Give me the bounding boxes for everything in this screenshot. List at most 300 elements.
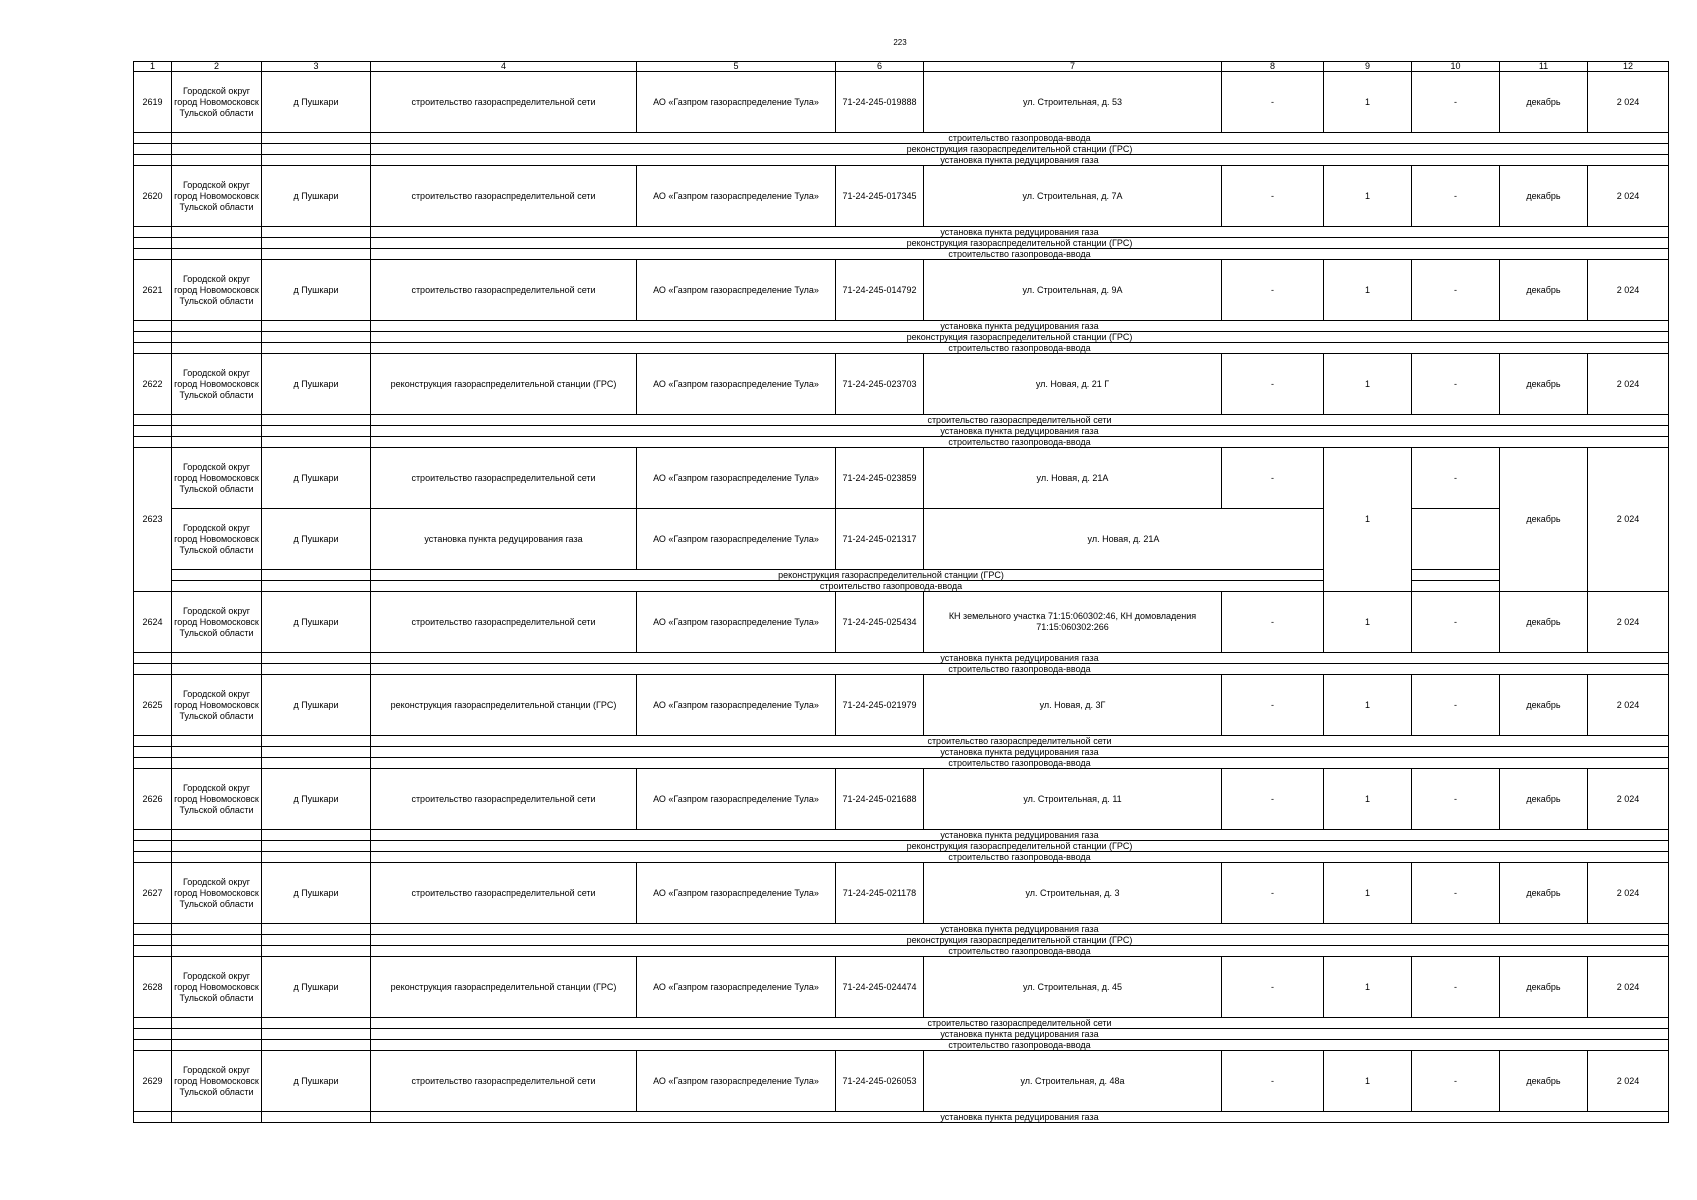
object-code-cell: 71-24-245-025434 [836, 592, 924, 653]
sub-work-cell: строительство газопровода-ввода [371, 946, 1669, 957]
organization-cell: АО «Газпром газораспределение Тула» [637, 863, 836, 924]
table-row [134, 675, 1669, 736]
empty-cell [172, 935, 262, 946]
sub-work-row [134, 664, 1669, 675]
settlement-cell: д Пушкари [262, 166, 371, 227]
sub-work-row [134, 946, 1669, 957]
address-cell: ул. Новая, д. 21А [924, 509, 1324, 570]
address-cell: ул. Строительная, д. 7А [924, 166, 1222, 227]
empty-cell [262, 1112, 371, 1123]
column-number: 9 [1324, 62, 1412, 72]
sub-work-row [134, 852, 1669, 863]
year-cell: 2 024 [1588, 675, 1669, 736]
organization-cell: АО «Газпром газораспределение Тула» [637, 260, 836, 321]
address-cell: ул. Строительная, д. 53 [924, 72, 1222, 133]
column-10-cell [1412, 509, 1500, 570]
settlement-cell: д Пушкари [262, 592, 371, 653]
column-number: 3 [262, 62, 371, 72]
organization-cell: АО «Газпром газораспределение Тула» [637, 72, 836, 133]
sub-work-cell: установка пункта редуцирования газа [371, 227, 1669, 238]
settlement-cell: д Пушкари [262, 675, 371, 736]
empty-cell [262, 238, 371, 249]
address-cell: ул. Строительная, д. 48а [924, 1051, 1222, 1112]
column-number: 6 [836, 62, 924, 72]
register-table [133, 61, 1669, 1123]
column-number: 4 [371, 62, 637, 72]
sub-work-cell: строительство газопровода-ввода [371, 437, 1669, 448]
column-9-cell: 1 [1324, 957, 1412, 1018]
column-8-cell: - [1222, 260, 1324, 321]
sub-work-row [134, 144, 1669, 155]
empty-cell [172, 830, 262, 841]
column-8-cell: - [1222, 354, 1324, 415]
address-cell: ул. Новая, д. 3Г [924, 675, 1222, 736]
work-type-cell: реконструкция газораспределительной станции (ГРС) [371, 675, 637, 736]
organization-cell: АО «Газпром газораспределение Тула» [637, 592, 836, 653]
empty-cell [172, 664, 262, 675]
empty-cell [172, 437, 262, 448]
sub-work-row [134, 1018, 1669, 1029]
empty-cell [134, 249, 172, 260]
address-cell: КН земельного участка 71:15:060302:46, КН домовладения 71:15:060302:266 [924, 592, 1222, 653]
empty-cell [172, 946, 262, 957]
column-9-cell: 1 [1324, 354, 1412, 415]
municipality-cell: Городской округ город Новомосковск Тульской области [172, 72, 262, 133]
column-8-cell: - [1222, 1051, 1324, 1112]
object-code-cell: 71-24-245-024474 [836, 957, 924, 1018]
object-code-cell: 71-24-245-023859 [836, 448, 924, 509]
empty-cell [134, 736, 172, 747]
empty-cell [134, 426, 172, 437]
column-9-cell: 1 [1324, 675, 1412, 736]
empty-cell [172, 321, 262, 332]
object-code-cell: 71-24-245-014792 [836, 260, 924, 321]
address-cell: ул. Новая, д. 21 Г [924, 354, 1222, 415]
empty-cell [262, 437, 371, 448]
sub-work-row [134, 924, 1669, 935]
sub-work-row [134, 1040, 1669, 1051]
sub-work-row [134, 133, 1669, 144]
column-10-cell: - [1412, 675, 1500, 736]
settlement-cell: д Пушкари [262, 260, 371, 321]
empty-cell [134, 133, 172, 144]
sub-work-row [134, 935, 1669, 946]
settlement-cell: д Пушкари [262, 509, 371, 570]
empty-cell [172, 841, 262, 852]
address-cell: ул. Строительная, д. 45 [924, 957, 1222, 1018]
settlement-cell: д Пушкари [262, 72, 371, 133]
row-number: 2621 [134, 260, 172, 321]
empty-cell [134, 321, 172, 332]
empty-cell [134, 1112, 172, 1123]
empty-cell [1412, 581, 1500, 592]
column-number: 2 [172, 62, 262, 72]
empty-cell [262, 736, 371, 747]
settlement-cell: д Пушкари [262, 354, 371, 415]
table-row [134, 448, 1669, 509]
sub-work-row [134, 570, 1669, 581]
year-cell: 2 024 [1588, 166, 1669, 227]
column-8-cell: - [1222, 675, 1324, 736]
empty-cell [172, 852, 262, 863]
sub-work-row [134, 747, 1669, 758]
empty-cell [172, 133, 262, 144]
column-number: 8 [1222, 62, 1324, 72]
object-code-cell: 71-24-245-026053 [836, 1051, 924, 1112]
municipality-cell: Городской округ город Новомосковск Тульской области [172, 354, 262, 415]
work-type-cell: реконструкция газораспределительной станции (ГРС) [371, 354, 637, 415]
sub-work-cell: строительство газопровода-ввода [371, 133, 1669, 144]
table-row [134, 592, 1669, 653]
empty-cell [172, 924, 262, 935]
row-number: 2620 [134, 166, 172, 227]
column-8-cell: - [1222, 448, 1324, 509]
column-10-cell: - [1412, 592, 1500, 653]
column-10-cell: - [1412, 957, 1500, 1018]
address-cell: ул. Строительная, д. 3 [924, 863, 1222, 924]
empty-cell [262, 133, 371, 144]
month-cell: декабрь [1500, 72, 1588, 133]
year-cell: 2 024 [1588, 592, 1669, 653]
year-cell: 2 024 [1588, 957, 1669, 1018]
empty-cell [262, 581, 371, 592]
sub-work-cell: установка пункта редуцирования газа [371, 747, 1669, 758]
sub-work-row [134, 437, 1669, 448]
sub-work-cell: установка пункта редуцирования газа [371, 653, 1669, 664]
column-10-cell: - [1412, 1051, 1500, 1112]
year-cell: 2 024 [1588, 260, 1669, 321]
empty-cell [134, 758, 172, 769]
organization-cell: АО «Газпром газораспределение Тула» [637, 675, 836, 736]
empty-cell [262, 830, 371, 841]
column-8-cell: - [1222, 72, 1324, 133]
empty-cell [134, 830, 172, 841]
sub-work-cell: строительство газораспределительной сети [371, 736, 1669, 747]
sub-work-cell: строительство газораспределительной сети [371, 1018, 1669, 1029]
register-table-container [133, 61, 1668, 1123]
sub-work-row [134, 415, 1669, 426]
year-cell: 2 024 [1588, 1051, 1669, 1112]
empty-cell [262, 426, 371, 437]
table-row [134, 1051, 1669, 1112]
organization-cell: АО «Газпром газораспределение Тула» [637, 166, 836, 227]
empty-cell [172, 249, 262, 260]
empty-cell [134, 415, 172, 426]
sub-work-cell: реконструкция газораспределительной станции (ГРС) [371, 238, 1669, 249]
empty-cell [134, 1018, 172, 1029]
sub-work-cell: установка пункта редуцирования газа [371, 321, 1669, 332]
month-cell: декабрь [1500, 592, 1588, 653]
year-cell: 2 024 [1588, 769, 1669, 830]
sub-work-cell: реконструкция газораспределительной станции (ГРС) [371, 841, 1669, 852]
empty-cell [134, 343, 172, 354]
sub-work-cell: строительство газопровода-ввода [371, 664, 1669, 675]
sub-work-row [134, 581, 1669, 592]
sub-work-row [134, 332, 1669, 343]
table-row [134, 354, 1669, 415]
empty-cell [172, 227, 262, 238]
empty-cell [134, 227, 172, 238]
sub-work-cell: строительство газопровода-ввода [371, 758, 1669, 769]
column-8-cell: - [1222, 166, 1324, 227]
empty-cell [172, 144, 262, 155]
sub-work-row [134, 758, 1669, 769]
month-cell: декабрь [1500, 448, 1588, 592]
sub-work-cell: строительство газопровода-ввода [371, 1040, 1669, 1051]
object-code-cell: 71-24-245-021979 [836, 675, 924, 736]
sub-work-row [134, 841, 1669, 852]
column-10-cell: - [1412, 72, 1500, 133]
municipality-cell: Городской округ город Новомосковск Тульской области [172, 1051, 262, 1112]
empty-cell [262, 747, 371, 758]
settlement-cell: д Пушкари [262, 448, 371, 509]
work-type-cell: строительство газораспределительной сети [371, 769, 637, 830]
sub-work-cell: реконструкция газораспределительной станции (ГРС) [371, 332, 1669, 343]
month-cell: декабрь [1500, 957, 1588, 1018]
empty-cell [134, 841, 172, 852]
row-number: 2622 [134, 354, 172, 415]
empty-cell [172, 155, 262, 166]
empty-cell [262, 935, 371, 946]
month-cell: декабрь [1500, 675, 1588, 736]
table-row [134, 72, 1669, 133]
column-9-cell: 1 [1324, 592, 1412, 653]
table-row [134, 957, 1669, 1018]
empty-cell [134, 144, 172, 155]
empty-cell [172, 736, 262, 747]
empty-cell [172, 415, 262, 426]
empty-cell [172, 570, 262, 581]
work-type-cell: строительство газораспределительной сети [371, 592, 637, 653]
empty-cell [262, 570, 371, 581]
sub-work-cell: строительство газопровода-ввода [371, 249, 1669, 260]
object-code-cell: 71-24-245-019888 [836, 72, 924, 133]
settlement-cell: д Пушкари [262, 863, 371, 924]
sub-work-row [134, 1029, 1669, 1040]
column-9-cell: 1 [1324, 448, 1412, 592]
sub-work-row [134, 653, 1669, 664]
municipality-cell: Городской округ город Новомосковск Тульской области [172, 260, 262, 321]
empty-cell [134, 946, 172, 957]
empty-cell [134, 935, 172, 946]
table-row [134, 769, 1669, 830]
column-9-cell: 1 [1324, 1051, 1412, 1112]
empty-cell [172, 1029, 262, 1040]
sub-work-cell: установка пункта редуцирования газа [371, 830, 1669, 841]
object-code-cell: 71-24-245-017345 [836, 166, 924, 227]
empty-cell [262, 1029, 371, 1040]
empty-cell [172, 747, 262, 758]
sub-work-row [134, 830, 1669, 841]
sub-work-cell: реконструкция газораспределительной станции (ГРС) [371, 570, 1412, 581]
row-number: 2625 [134, 675, 172, 736]
register-table-body [134, 62, 1669, 1123]
empty-cell [262, 332, 371, 343]
column-number: 12 [1588, 62, 1669, 72]
settlement-cell: д Пушкари [262, 1051, 371, 1112]
empty-cell [172, 1112, 262, 1123]
object-code-cell: 71-24-245-021317 [836, 509, 924, 570]
work-type-cell: строительство газораспределительной сети [371, 1051, 637, 1112]
table-row [134, 863, 1669, 924]
municipality-cell: Городской округ город Новомосковск Тульской области [172, 448, 262, 509]
sub-work-cell: строительство газопровода-ввода [371, 852, 1669, 863]
month-cell: декабрь [1500, 354, 1588, 415]
column-10-cell: - [1412, 166, 1500, 227]
empty-cell [172, 1040, 262, 1051]
empty-cell [134, 437, 172, 448]
month-cell: декабрь [1500, 1051, 1588, 1112]
row-number: 2619 [134, 72, 172, 133]
settlement-cell: д Пушкари [262, 769, 371, 830]
sub-work-row [134, 736, 1669, 747]
column-number: 10 [1412, 62, 1500, 72]
empty-cell [172, 653, 262, 664]
month-cell: декабрь [1500, 260, 1588, 321]
address-cell: ул. Строительная, д. 11 [924, 769, 1222, 830]
sub-work-cell: строительство газопровода-ввода [371, 343, 1669, 354]
row-number: 2624 [134, 592, 172, 653]
sub-work-row [134, 343, 1669, 354]
sub-work-cell: установка пункта редуцирования газа [371, 924, 1669, 935]
empty-cell [262, 1040, 371, 1051]
column-10-cell: - [1412, 863, 1500, 924]
address-cell: ул. Строительная, д. 9А [924, 260, 1222, 321]
month-cell: декабрь [1500, 166, 1588, 227]
empty-cell [262, 946, 371, 957]
column-8-cell: - [1222, 592, 1324, 653]
column-number: 7 [924, 62, 1222, 72]
organization-cell: АО «Газпром газораспределение Тула» [637, 1051, 836, 1112]
empty-cell [262, 653, 371, 664]
settlement-cell: д Пушкари [262, 957, 371, 1018]
empty-cell [134, 664, 172, 675]
empty-cell [262, 343, 371, 354]
work-type-cell: строительство газораспределительной сети [371, 448, 637, 509]
organization-cell: АО «Газпром газораспределение Тула» [637, 509, 836, 570]
empty-cell [134, 653, 172, 664]
column-10-cell: - [1412, 448, 1500, 509]
row-number: 2628 [134, 957, 172, 1018]
empty-cell [262, 144, 371, 155]
object-code-cell: 71-24-245-023703 [836, 354, 924, 415]
empty-cell [1412, 570, 1500, 581]
table-row [134, 260, 1669, 321]
table-row [134, 509, 1669, 570]
column-9-cell: 1 [1324, 769, 1412, 830]
empty-cell [262, 924, 371, 935]
month-cell: декабрь [1500, 769, 1588, 830]
sub-work-cell: реконструкция газораспределительной станции (ГРС) [371, 144, 1669, 155]
year-cell: 2 024 [1588, 448, 1669, 592]
empty-cell [262, 227, 371, 238]
empty-cell [172, 238, 262, 249]
year-cell: 2 024 [1588, 863, 1669, 924]
work-type-cell: строительство газораспределительной сети [371, 863, 637, 924]
empty-cell [134, 852, 172, 863]
sub-work-cell: строительство газопровода-ввода [371, 581, 1412, 592]
row-number: 2626 [134, 769, 172, 830]
organization-cell: АО «Газпром газораспределение Тула» [637, 448, 836, 509]
organization-cell: АО «Газпром газораспределение Тула» [637, 354, 836, 415]
empty-cell [262, 321, 371, 332]
sub-work-row [134, 249, 1669, 260]
column-number: 11 [1500, 62, 1588, 72]
empty-cell [172, 332, 262, 343]
sub-work-row [134, 321, 1669, 332]
sub-work-row [134, 155, 1669, 166]
sub-work-cell: установка пункта редуцирования газа [371, 1029, 1669, 1040]
sub-work-row [134, 238, 1669, 249]
empty-cell [134, 1040, 172, 1051]
work-type-cell: установка пункта редуцирования газа [371, 509, 637, 570]
sub-work-row [134, 1112, 1669, 1123]
empty-cell [134, 924, 172, 935]
page-number: 223 [893, 38, 907, 47]
row-number: 2627 [134, 863, 172, 924]
sub-work-cell: реконструкция газораспределительной станции (ГРС) [371, 935, 1669, 946]
municipality-cell: Городской округ город Новомосковск Тульской области [172, 675, 262, 736]
municipality-cell: Городской округ город Новомосковск Тульской области [172, 509, 262, 570]
empty-cell [172, 426, 262, 437]
work-type-cell: реконструкция газораспределительной станции (ГРС) [371, 957, 637, 1018]
empty-cell [172, 343, 262, 354]
column-8-cell: - [1222, 769, 1324, 830]
column-number: 1 [134, 62, 172, 72]
municipality-cell: Городской округ город Новомосковск Тульской области [172, 592, 262, 653]
empty-cell [172, 758, 262, 769]
row-number: 2629 [134, 1051, 172, 1112]
column-10-cell: - [1412, 769, 1500, 830]
empty-cell [262, 249, 371, 260]
sub-work-cell: установка пункта редуцирования газа [371, 1112, 1669, 1123]
table-row [134, 166, 1669, 227]
empty-cell [262, 155, 371, 166]
organization-cell: АО «Газпром газораспределение Тула» [637, 957, 836, 1018]
empty-cell [134, 155, 172, 166]
column-10-cell: - [1412, 260, 1500, 321]
address-cell: ул. Новая, д. 21А [924, 448, 1222, 509]
municipality-cell: Городской округ город Новомосковск Тульской области [172, 863, 262, 924]
column-9-cell: 1 [1324, 72, 1412, 133]
work-type-cell: строительство газораспределительной сети [371, 72, 637, 133]
empty-cell [134, 238, 172, 249]
column-9-cell: 1 [1324, 863, 1412, 924]
column-number-row [134, 62, 1669, 72]
sub-work-row [134, 426, 1669, 437]
object-code-cell: 71-24-245-021688 [836, 769, 924, 830]
empty-cell [262, 852, 371, 863]
work-type-cell: строительство газораспределительной сети [371, 260, 637, 321]
work-type-cell: строительство газораспределительной сети [371, 166, 637, 227]
column-8-cell: - [1222, 957, 1324, 1018]
column-8-cell: - [1222, 863, 1324, 924]
object-code-cell: 71-24-245-021178 [836, 863, 924, 924]
empty-cell [172, 581, 262, 592]
sub-work-cell: установка пункта редуцирования газа [371, 426, 1669, 437]
column-10-cell: - [1412, 354, 1500, 415]
municipality-cell: Городской округ город Новомосковск Тульской области [172, 166, 262, 227]
empty-cell [262, 758, 371, 769]
sub-work-cell: установка пункта редуцирования газа [371, 155, 1669, 166]
row-number: 2623 [134, 448, 172, 592]
month-cell: декабрь [1500, 863, 1588, 924]
municipality-cell: Городской округ город Новомосковск Тульской области [172, 957, 262, 1018]
empty-cell [262, 664, 371, 675]
empty-cell [134, 1029, 172, 1040]
year-cell: 2 024 [1588, 354, 1669, 415]
empty-cell [262, 415, 371, 426]
